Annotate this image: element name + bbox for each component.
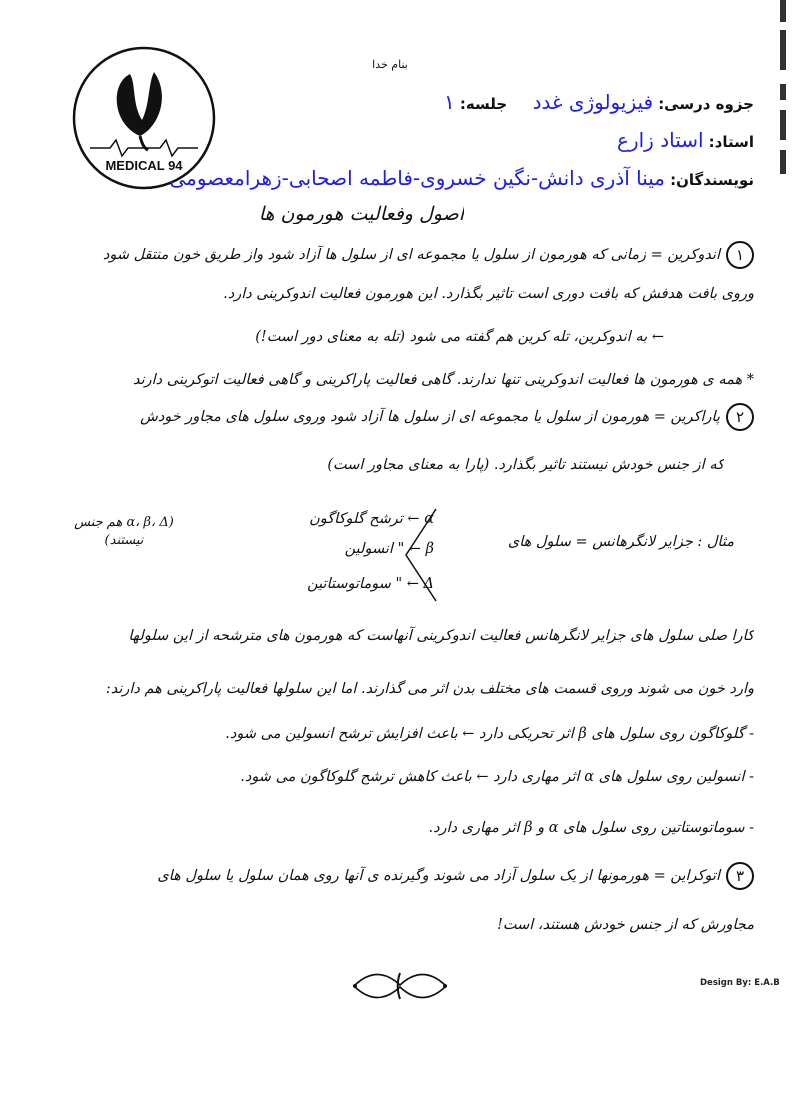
session-value: ۱ (444, 90, 455, 114)
ornament-divider (345, 963, 455, 1009)
explain-line-3: - گلوکاگون روی سلول های β اثر تحریکی دارد ← باعث افزایش ترشح انسولین می شود. (225, 726, 754, 742)
authors-value: مینا آذری دانش-نگین خسروی-فاطمه اصحابی-زهرامعصومی (169, 166, 666, 190)
p3-line-1 (40, 862, 754, 890)
example-main: مثال : جزایر لانگرهانس = سلول های (507, 534, 734, 550)
example-note: (α، β، Δ هم جنس نیستند) (74, 515, 174, 548)
header-course-row (444, 90, 754, 114)
explain-line-2: وارد خون می شوند وروی قسمت های مختلف بدن اثر می گذارند. اما این سلولها فعالیت پاراکرینی هم دارند: (105, 681, 754, 697)
p3-text-1: اتوکراین = هورمونها از یک سلول آزاد می شوند وگیرنده ی آنها روی همان سلول یا سلول های (157, 868, 720, 884)
teacher-value: استاد زارع (617, 128, 704, 152)
course-label: جزوه درسی: (658, 95, 754, 113)
p3-line-2: مجاورش که از جنس خودش هستند، است! (497, 917, 754, 933)
explain-line-4: - انسولین روی سلول های α اثر مهاری دارد ← باعث کاهش ترشح گلوکاگون می شود. (240, 769, 754, 785)
example-delta: Δ ← " سوماتوستاتین (307, 576, 434, 592)
explain-line-5: - سوماتوستاتین روی سلول های α و β اثر مهاری دارد. (428, 820, 754, 836)
p3-number: ۳ (726, 862, 754, 890)
authors-label: نویسندگان: (670, 171, 754, 189)
example-beta: β ← " انسولین (344, 541, 434, 557)
design-credit: Design By: E.A.B (700, 978, 780, 988)
session-label: جلسه: (459, 95, 508, 113)
p2-number: ۲ (726, 403, 754, 431)
p1-number: ۱ (726, 241, 754, 269)
explain-line-1: کارا صلی سلول های جزایر لانگرهانس فعالیت اندوکرینی آنهاست که هورمون های مترشحه از این سلولها (128, 628, 754, 644)
scan-edge-marks (774, 0, 788, 300)
bismillah: بنام خدا (372, 58, 408, 71)
p2-line-2: که از جنس خودش نیستند تاثیر بگذارد. (پارا به معنای مجاور است) (327, 457, 724, 473)
section-title: اصول وفعالیت هورمون ها (258, 204, 464, 224)
logo-text: MEDICAL 94 (105, 158, 183, 173)
p2-text-1: پاراکرین = هورمون از سلول یا مجموعه ای از سلول ها آزاد شود وروی سلول های مجاور خودش (140, 409, 720, 425)
star-note: * همه ی هورمون ها فعالیت اندوکرینی تنها ندارند. گاهی فعالیت پاراکرینی و گاهی فعالیت اتوکرینی دارند (133, 372, 754, 388)
p1-line-1 (40, 241, 754, 269)
header-authors-row (169, 166, 754, 190)
p2-line-1 (40, 403, 754, 431)
header-teacher-row (617, 128, 754, 152)
course-value: فیزیولوژی غدد (532, 90, 654, 114)
p1-line-2: وروی بافت هدفش که بافت دوری است تاثیر بگذارد. این هورمون فعالیت اندوکرینی دارد. (223, 286, 754, 302)
example-alpha: α ← ترشح گلوکاگون (309, 511, 434, 527)
p1-line-3: ← به اندوکرین، تله کرین هم گفته می شود (تله به معنای دور است!) (255, 329, 664, 345)
p1-text-1: اندوکرین = زمانی که هورمون از سلول یا مجموعه ای از سلول ها آزاد شود واز طریق خون منتقل شود (102, 247, 720, 263)
teacher-label: استاد: (708, 133, 754, 151)
